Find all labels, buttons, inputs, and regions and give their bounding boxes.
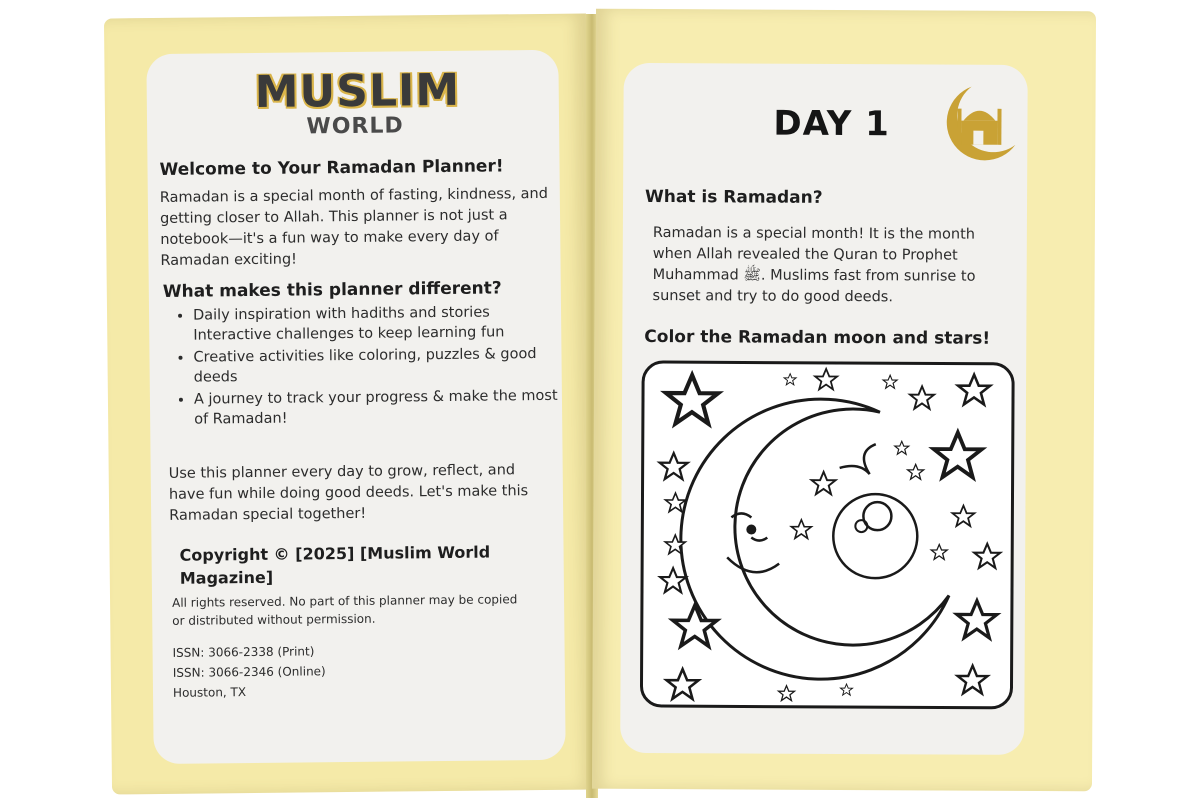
crescent-moon-smile-illustration — [638, 359, 1016, 711]
booklet — [108, 6, 1098, 794]
issn-print: ISSN: 3066-2338 (Print) — [172, 644, 315, 660]
list-item: • Creative activities like coloring, puzzles & good deeds — [193, 344, 559, 388]
feature-list — [171, 302, 560, 432]
what-body: Ramadan is a special month! It is the month when Allah revealed the Quran to Prophet Muhammad ﷺ. Muslims fast from sunrise to sunset and try to do good deeds. — [652, 224, 976, 306]
issn-online: ISSN: 3066-2346 (Online) — [172, 664, 326, 680]
logo-muslim: MUSLIM — [254, 64, 461, 118]
location: Houston, TX — [172, 685, 247, 700]
right-page — [592, 9, 1096, 792]
welcome-heading: Welcome to Your Ramadan Planner! — [159, 156, 504, 180]
rights-text: All rights reserved. No part of this planner may be copied or distributed without permission. — [171, 592, 518, 628]
crescent-mosque-icon — [927, 82, 1019, 164]
day-title: DAY 1 — [773, 103, 890, 145]
list-item: • A journey to track your progress & make the most of Ramadan! — [194, 386, 560, 430]
welcome-body: Ramadan is a special month of fasting, kindness, and getting closer to Allah. This planner is not just a notebook—it's a fun way to make every day of Ramadan exciting! — [159, 185, 549, 269]
left-card — [146, 50, 565, 764]
left-page — [104, 13, 594, 794]
copyright: Copyright © [2025] [Muslim World Magazine] — [179, 542, 491, 588]
list-item: • Daily inspiration with hadiths and stories Interactive challenges to keep learning fun — [193, 302, 559, 346]
logo-world: WORLD — [306, 113, 404, 140]
closing-text: Use this planner every day to grow, reflect, and have fun while doing good deeds. Let's make this Ramadan special together! — [168, 462, 529, 524]
color-heading: Color the Ramadan moon and stars! — [644, 326, 991, 349]
different-heading: What makes this planner different? — [162, 278, 502, 302]
right-card — [620, 63, 1028, 755]
what-heading: What is Ramadan? — [645, 186, 823, 208]
